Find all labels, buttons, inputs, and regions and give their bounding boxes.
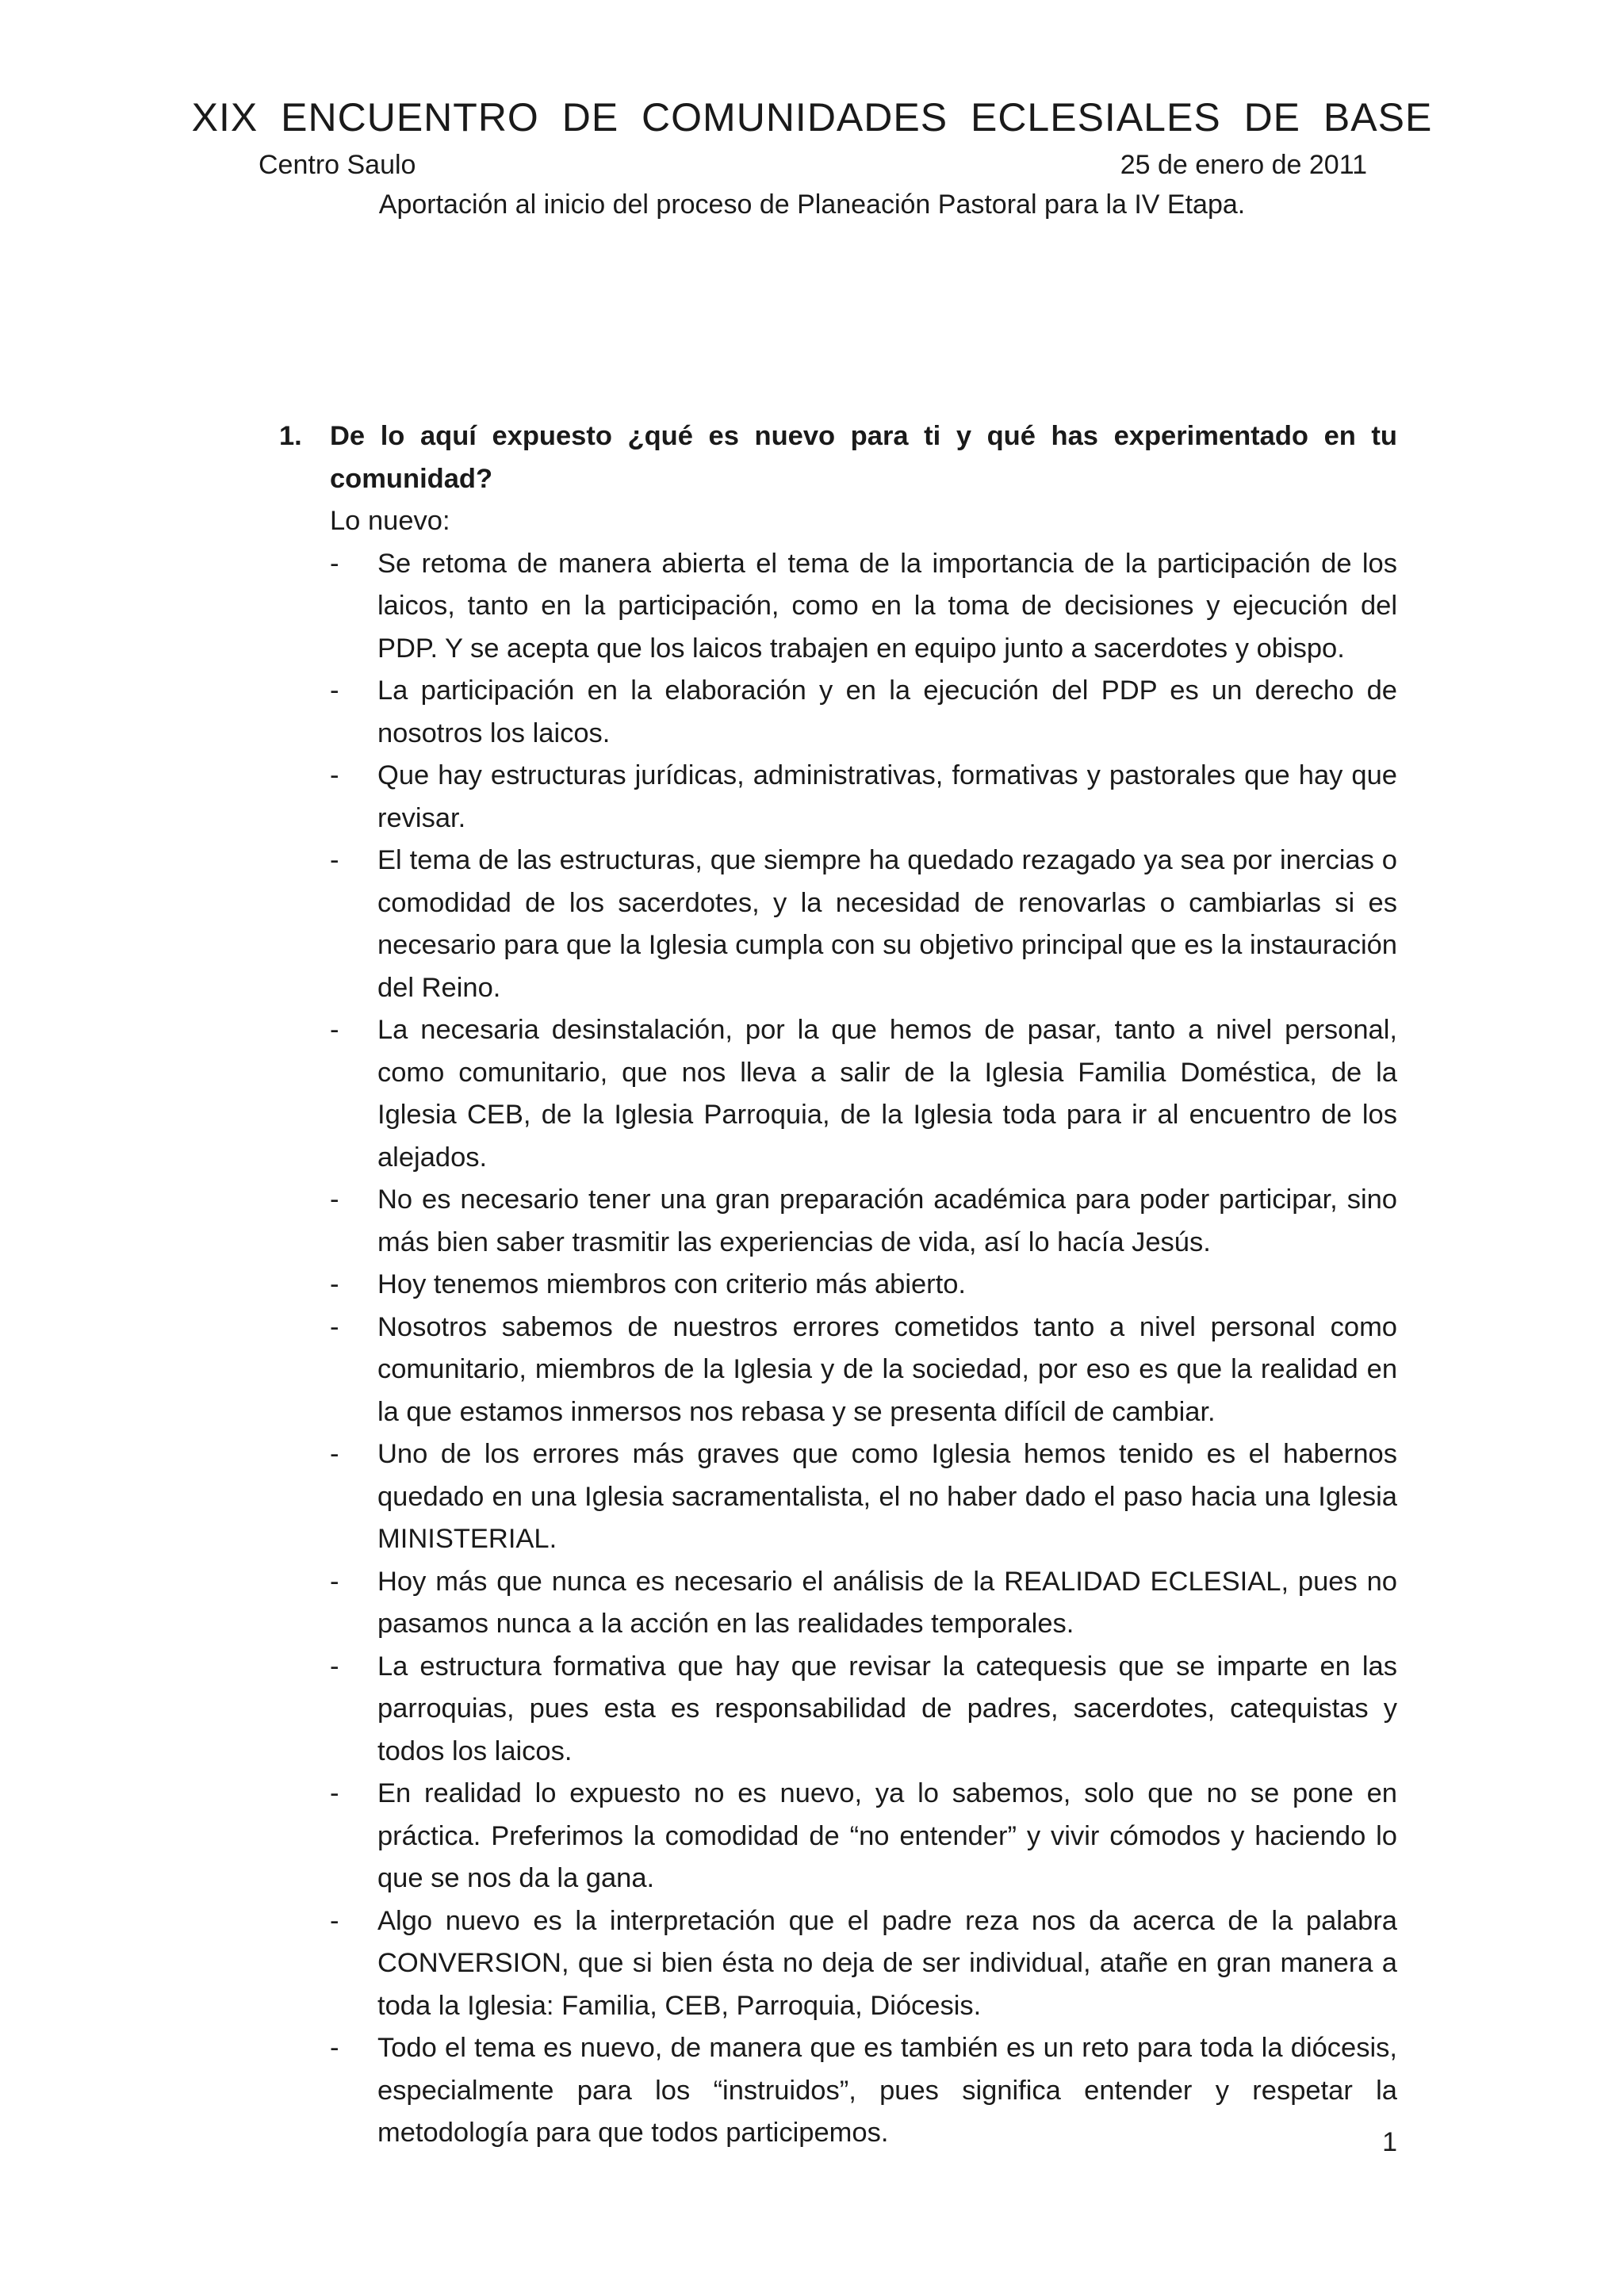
list-item-text: Algo nuevo es la interpretación que el padre reza nos da acerca de la palabra CONVERSION, que si bien ésta no deja de ser individual, atañe en gran manera a toda la Iglesia: Familia, CEB, Parroquia, Diócesis. bbox=[377, 1905, 1397, 2021]
bullet-dash: - bbox=[330, 1015, 339, 1045]
list-item bbox=[330, 1264, 1397, 1307]
document-title: XIX ENCUENTRO DE COMUNIDADES ECLESIALES DE BASE bbox=[191, 95, 1433, 140]
answer-list bbox=[279, 543, 1397, 2155]
list-item-text: Que hay estructuras jurídicas, administrativas, formativas y pastorales que hay que revisar. bbox=[377, 760, 1397, 833]
question-1 bbox=[279, 415, 1397, 500]
list-item bbox=[330, 755, 1397, 840]
bullet-dash: - bbox=[330, 1651, 339, 1682]
bullet-dash: - bbox=[330, 1778, 339, 1808]
question-number: 1. bbox=[279, 421, 302, 451]
bullet-dash: - bbox=[330, 1905, 339, 1936]
answer-lead: Lo nuevo: bbox=[330, 506, 450, 536]
list-item bbox=[330, 1561, 1397, 1646]
bullet-dash: - bbox=[330, 548, 339, 579]
bullet-dash: - bbox=[330, 1566, 339, 1597]
bullet-dash: - bbox=[330, 760, 339, 790]
list-item bbox=[330, 1773, 1397, 1900]
list-item bbox=[330, 1900, 1397, 2028]
list-item bbox=[330, 1646, 1397, 1774]
question-text: De lo aquí expuesto ¿qué es nuevo para ti y qué has experimentado en tu comunidad? bbox=[330, 421, 1397, 494]
bullet-dash: - bbox=[330, 2033, 339, 2063]
list-item-text: La participación en la elaboración y en la ejecución del PDP es un derecho de nosotros los laicos. bbox=[377, 675, 1397, 748]
list-item-text: En realidad lo expuesto no es nuevo, ya lo sabemos, solo que no se pone en práctica. Preferimos la comodidad de “no entender” y vivir cómodos y haciendo lo que se nos da la gana. bbox=[377, 1778, 1397, 1893]
list-item-text: Uno de los errores más graves que como Iglesia hemos tenido es el habernos quedado en una Iglesia sacramentalista, el no haber dado el paso hacia una Iglesia MINISTERIAL. bbox=[377, 1439, 1397, 1554]
list-item-text: La necesaria desinstalación, por la que hemos de pasar, tanto a nivel personal, como comunitario, que nos lleva a salir de la Iglesia Familia Doméstica, de la Iglesia CEB, de la Iglesia Parroquia, de la Iglesia toda para ir al encuentro de los alejados. bbox=[377, 1015, 1397, 1173]
bullet-dash: - bbox=[330, 1439, 339, 1469]
bullet-dash: - bbox=[330, 1311, 339, 1342]
date-label: 25 de enero de 2011 bbox=[1120, 150, 1367, 180]
list-item bbox=[330, 670, 1397, 755]
list-item bbox=[330, 840, 1397, 1009]
list-item-text: Se retoma de manera abierta el tema de la importancia de la participación de los laicos, tanto en la participación, como en la toma de decisiones y ejecución del PDP. Y se acepta que los laicos trabajen en equipo junto a sacerdotes y obispo. bbox=[377, 548, 1397, 664]
page-number: 1 bbox=[1382, 2127, 1397, 2157]
header-row bbox=[259, 147, 1367, 182]
document-body bbox=[279, 415, 1397, 2155]
list-item-text: Hoy más que nunca es necesario el análisis de la REALIDAD ECLESIAL, pues no pasamos nunca a la acción en las realidades temporales. bbox=[377, 1566, 1397, 1639]
list-item bbox=[330, 1307, 1397, 1434]
list-item-text: No es necesario tener una gran preparación académica para poder participar, sino más bien saber trasmitir las experiencias de vida, así lo hacía Jesús. bbox=[377, 1184, 1397, 1257]
document-subtitle: Aportación al inicio del proceso de Planeación Pastoral para la IV Etapa. bbox=[378, 189, 1246, 220]
place-label: Centro Saulo bbox=[259, 150, 416, 180]
list-item-text: El tema de las estructuras, que siempre ha quedado rezagado ya sea por inercias o comodidad de los sacerdotes, y la necesidad de renovarlas o cambiarlas si es necesario para que la Iglesia cumpla con su objetivo principal que es la instauración del Reino. bbox=[377, 845, 1397, 1003]
bullet-dash: - bbox=[330, 675, 339, 706]
list-item bbox=[330, 2027, 1397, 2155]
list-item-text: La estructura formativa que hay que revisar la catequesis que se imparte en las parroquias, pues esta es responsabilidad de padres, sacerdotes, catequistas y todos los laicos. bbox=[377, 1651, 1397, 1766]
list-item bbox=[330, 543, 1397, 671]
list-item bbox=[330, 1009, 1397, 1179]
list-item bbox=[330, 1433, 1397, 1561]
bullet-dash: - bbox=[330, 845, 339, 875]
list-item-text: Hoy tenemos miembros con criterio más abierto. bbox=[377, 1269, 967, 1299]
bullet-dash: - bbox=[330, 1269, 339, 1299]
list-item bbox=[330, 1179, 1397, 1264]
list-item-text: Nosotros sabemos de nuestros errores cometidos tanto a nivel personal como comunitario, miembros de la Iglesia y de la sociedad, por eso es que la realidad en la que estamos inmersos nos rebasa y se presenta difícil de cambiar. bbox=[377, 1311, 1397, 1427]
list-item-text: Todo el tema es nuevo, de manera que es también es un reto para toda la diócesis, especialmente para los “instruidos”, pues significa entender y respetar la metodología para que todos participemos. bbox=[377, 2033, 1397, 2148]
bullet-dash: - bbox=[330, 1184, 339, 1215]
